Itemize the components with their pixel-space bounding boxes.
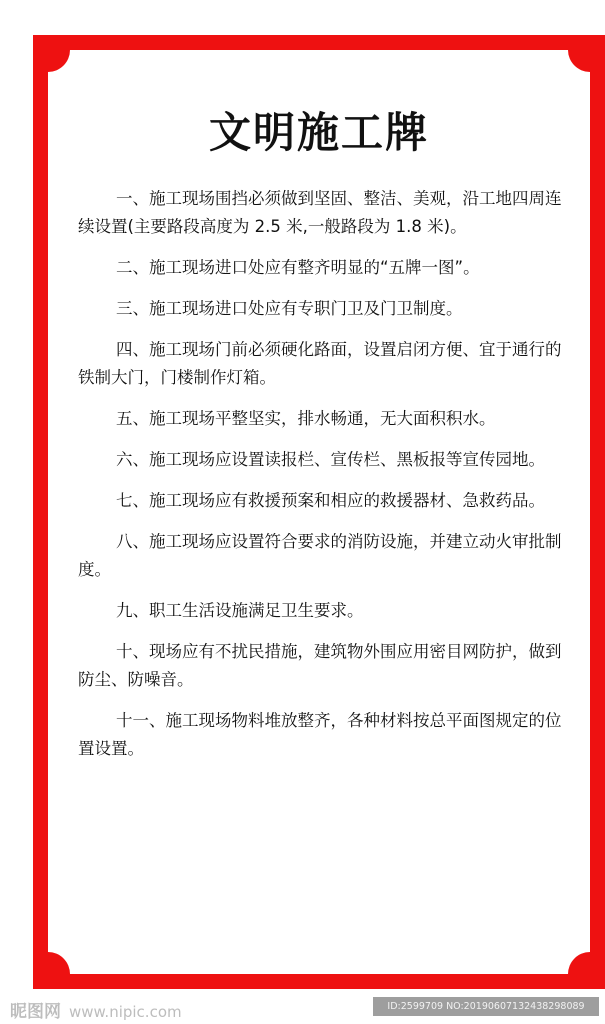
sign-title: 文明施工牌 (208, 108, 429, 157)
watermark-url: www.nipic.com (69, 1003, 182, 1021)
corner-ornament (568, 952, 590, 974)
rule-item: 五、施工现场平整坚实，排水畅通，无大面积积水。 (116, 409, 496, 428)
rule-item: 二、施工现场进口处应有整齐明显的“五牌一图”。 (116, 258, 480, 277)
corner-ornament (48, 952, 70, 974)
rule-item: 七、施工现场应有救援预案和相应的救援器材、急救药品。 (116, 491, 545, 510)
corner-ornament (48, 50, 70, 72)
corner-ornament (568, 50, 590, 72)
sign-board (33, 35, 605, 989)
sign-panel (48, 50, 590, 974)
watermark-brand (10, 997, 182, 1022)
rule-item: 三、施工现场进口处应有专职门卫及门卫制度。 (116, 299, 463, 318)
rule-item: 十一、施工现场物料堆放整齐，各种材料按总平面图规定的位置设置。 (78, 711, 562, 758)
rule-item: 九、职工生活设施满足卫生要求。 (116, 601, 364, 620)
rule-item: 四、施工现场门前必须硬化路面，设置启闭方便、宜于通行的铁制大门，门楼制作灯箱。 (78, 340, 562, 387)
watermark-id: ID:2599709 NO:20190607132438298089 (373, 997, 599, 1016)
watermark-logo-text: 昵图网 (10, 1002, 61, 1022)
rule-item: 十、现场应有不扰民措施，建筑物外围应用密目网防护，做到防尘、防噪音。 (78, 642, 562, 689)
rule-item: 六、施工现场应设置读报栏、宣传栏、黑板报等宣传园地。 (116, 450, 545, 469)
rule-item: 一、施工现场围挡必须做到坚固、整洁、美观，沿工地四周连续设置(主要路段高度为 2.5 米,一般路段为 1.8 米)。 (78, 189, 562, 236)
rules-list (78, 185, 563, 776)
rule-item: 八、施工现场应设置符合要求的消防设施，并建立动火审批制度。 (78, 532, 562, 579)
watermark-bar (0, 989, 605, 1024)
